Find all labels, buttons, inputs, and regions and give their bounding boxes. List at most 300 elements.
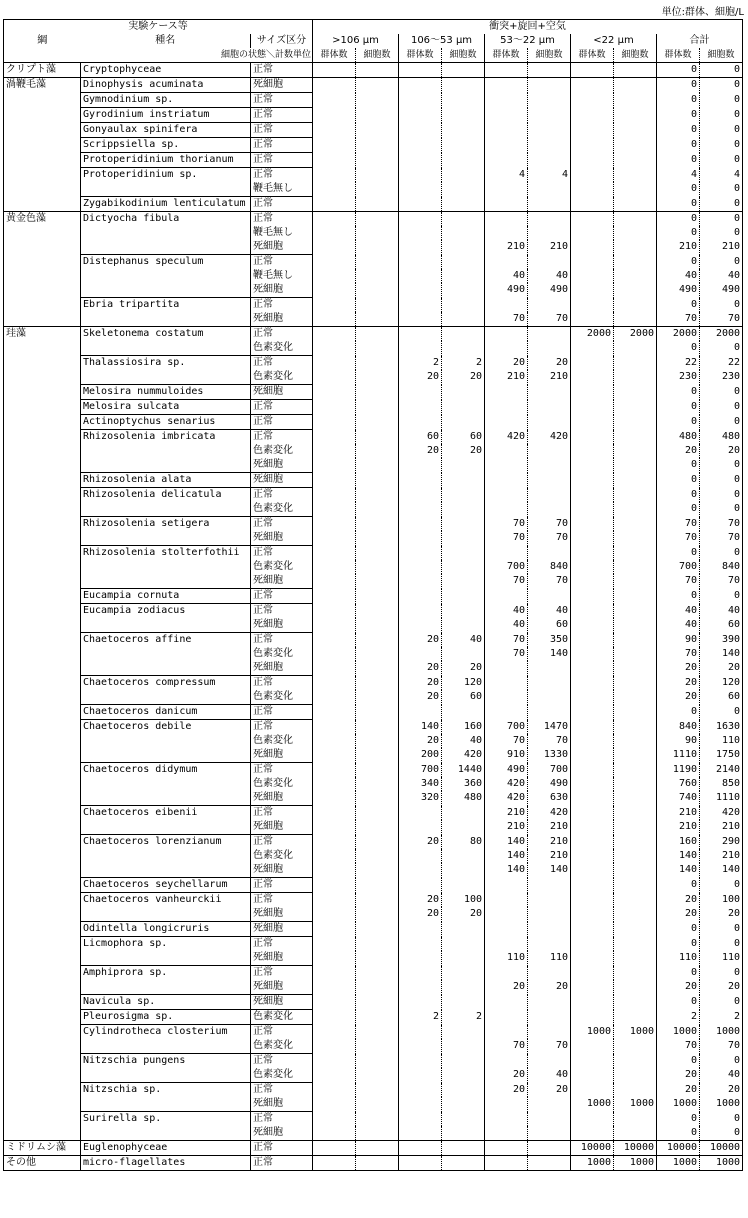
count-cell: 70 (657, 312, 700, 327)
class-name-cell (4, 560, 81, 574)
table-row (4, 444, 743, 458)
count-cell (399, 517, 442, 532)
count-cell (356, 240, 399, 255)
cell-state-cell: 正常 (251, 197, 313, 212)
count-cell (614, 197, 657, 212)
count-cell (571, 153, 614, 168)
count-cell (528, 1156, 571, 1171)
count-cell (399, 995, 442, 1010)
class-name-cell (4, 1039, 81, 1054)
count-cell (614, 255, 657, 270)
count-cell: 0 (657, 502, 700, 517)
species-name-cell: Nitzschia sp. (81, 1083, 251, 1098)
table-row (4, 763, 743, 778)
table-row (4, 1025, 743, 1040)
count-cell (399, 647, 442, 661)
table-row (4, 1083, 743, 1098)
table-row (4, 849, 743, 863)
count-cell (442, 123, 485, 138)
table-row (4, 878, 743, 893)
count-cell: 90 (657, 734, 700, 748)
count-cell: 0 (657, 63, 700, 78)
table-row (4, 1097, 743, 1112)
count-cell: 0 (657, 212, 700, 227)
count-cell (571, 63, 614, 78)
table-row (4, 589, 743, 604)
count-cell (356, 705, 399, 720)
count-cell (571, 690, 614, 705)
count-cell: 0 (700, 458, 743, 473)
table-row (4, 488, 743, 503)
count-cell: 210 (528, 835, 571, 850)
count-cell (528, 458, 571, 473)
species-name-cell (81, 1097, 251, 1112)
cell-state-cell: 死細胞 (251, 312, 313, 327)
count-cell (356, 863, 399, 878)
count-cell (442, 502, 485, 517)
count-cell (528, 690, 571, 705)
species-name-cell (81, 820, 251, 835)
species-name-cell: Dictyocha fibula (81, 212, 251, 227)
count-cell (399, 1039, 442, 1054)
cell-state-cell: 正常 (251, 123, 313, 138)
species-name-cell: Chaetoceros debile (81, 720, 251, 735)
count-cell (485, 1156, 528, 1171)
table-row (4, 560, 743, 574)
count-cell: 700 (485, 560, 528, 574)
count-cell: 20 (700, 980, 743, 995)
count-cell (571, 849, 614, 863)
count-cell (313, 1141, 356, 1156)
count-cell (485, 1010, 528, 1025)
count-cell (528, 1141, 571, 1156)
count-cell (442, 546, 485, 561)
cell-state-cell: 正常 (251, 488, 313, 503)
count-cell (399, 298, 442, 313)
count-cell: 70 (485, 633, 528, 648)
species-name-cell: Gonyaulax spinifera (81, 123, 251, 138)
count-cell: 1000 (614, 1156, 657, 1171)
count-cell: 1000 (657, 1025, 700, 1040)
count-cell (313, 1010, 356, 1025)
table-row (4, 298, 743, 313)
species-name-cell: Gyrodinium instriatum (81, 108, 251, 123)
cell-state-cell: 色素変化 (251, 734, 313, 748)
cell-state-cell: 色素変化 (251, 560, 313, 574)
count-cell (571, 531, 614, 546)
species-name-cell: Chaetoceros didymum (81, 763, 251, 778)
count-cell: 60 (442, 690, 485, 705)
count-cell (528, 1097, 571, 1112)
count-cell: 0 (657, 182, 700, 197)
table-row (4, 995, 743, 1010)
count-cell (356, 589, 399, 604)
species-name-cell: Licmophora sp. (81, 937, 251, 952)
count-cell (614, 430, 657, 445)
count-cell: 20 (399, 676, 442, 691)
count-cell (485, 878, 528, 893)
count-cell: 70 (528, 574, 571, 589)
species-name-cell: Chaetoceros vanheurckii (81, 893, 251, 908)
count-cell: 1000 (614, 1097, 657, 1112)
count-cell: 630 (528, 791, 571, 806)
count-cell (356, 473, 399, 488)
count-cell (614, 791, 657, 806)
count-cell (571, 835, 614, 850)
count-cell (356, 226, 399, 240)
count-cell (356, 893, 399, 908)
count-cell: 20 (399, 633, 442, 648)
count-cell (399, 283, 442, 298)
species-name-cell (81, 734, 251, 748)
cell-state-cell: 正常 (251, 604, 313, 619)
cell-state-cell: 死細胞 (251, 473, 313, 488)
table-body (4, 63, 743, 1171)
count-cell (313, 197, 356, 212)
count-cell (528, 705, 571, 720)
count-cell: 0 (657, 878, 700, 893)
count-cell (614, 444, 657, 458)
cell-state-cell: 鞭毛無し (251, 182, 313, 197)
species-name-cell (81, 791, 251, 806)
count-cell: 40 (657, 604, 700, 619)
count-cell (313, 517, 356, 532)
count-cell (528, 473, 571, 488)
species-name-cell (81, 907, 251, 922)
count-cell (528, 995, 571, 1010)
count-cell (313, 356, 356, 371)
count-cell (442, 560, 485, 574)
count-cell: 0 (657, 458, 700, 473)
count-cell (614, 1068, 657, 1083)
count-cell (614, 951, 657, 966)
count-cell (528, 63, 571, 78)
cell-state-cell: 正常 (251, 878, 313, 893)
count-cell: 140 (399, 720, 442, 735)
count-cell: 22 (657, 356, 700, 371)
count-cell (399, 1126, 442, 1141)
table-row (4, 356, 743, 371)
count-cell (614, 240, 657, 255)
count-cell: 2000 (700, 327, 743, 342)
class-name-cell (4, 966, 81, 981)
count-cell (313, 661, 356, 676)
count-cell (442, 1141, 485, 1156)
species-name-cell (81, 1039, 251, 1054)
count-cell: 80 (442, 835, 485, 850)
count-cell (313, 676, 356, 691)
count-cell (614, 966, 657, 981)
count-cell (442, 473, 485, 488)
count-cell (571, 1054, 614, 1069)
count-cell: 1440 (442, 763, 485, 778)
count-cell (313, 1068, 356, 1083)
count-cell (571, 197, 614, 212)
count-cell: 1190 (657, 763, 700, 778)
count-cell: 0 (657, 488, 700, 503)
count-cell (571, 1039, 614, 1054)
count-cell (571, 93, 614, 108)
count-cell (399, 269, 442, 283)
count-cell (485, 458, 528, 473)
count-cell: 4 (528, 168, 571, 183)
count-cell: 20 (399, 690, 442, 705)
count-cell (356, 212, 399, 227)
count-cell (614, 676, 657, 691)
count-cell (399, 93, 442, 108)
count-cell: 0 (657, 400, 700, 415)
class-name-cell: クリプト藻 (4, 63, 81, 78)
count-cell: 420 (700, 806, 743, 821)
count-cell (442, 298, 485, 313)
phytoplankton-count-table (3, 19, 743, 1171)
count-cell (614, 341, 657, 356)
count-cell: 0 (657, 108, 700, 123)
count-cell: 70 (657, 647, 700, 661)
count-cell (528, 502, 571, 517)
count-cell (313, 734, 356, 748)
class-name-cell (4, 647, 81, 661)
count-cell (399, 922, 442, 937)
class-name-cell (4, 1025, 81, 1040)
count-cell (313, 531, 356, 546)
count-cell: 20 (700, 1083, 743, 1098)
count-cell: 0 (657, 226, 700, 240)
species-name-cell: Zygabikodinium lenticulatum (81, 197, 251, 212)
count-cell (399, 863, 442, 878)
count-cell (571, 123, 614, 138)
count-cell: 40 (700, 1068, 743, 1083)
species-name-cell: Rhizosolenia delicatula (81, 488, 251, 503)
count-cell (442, 1025, 485, 1040)
count-cell: 160 (657, 835, 700, 850)
count-cell (614, 661, 657, 676)
count-cell: 40 (528, 269, 571, 283)
count-cell: 40 (657, 618, 700, 633)
count-cell: 0 (657, 123, 700, 138)
count-cell: 0 (700, 385, 743, 400)
count-cell (442, 1039, 485, 1054)
count-cell (356, 633, 399, 648)
cell-state-cell: 正常 (251, 1054, 313, 1069)
count-cell (356, 951, 399, 966)
count-cell: 4 (485, 168, 528, 183)
count-cell: 2 (399, 1010, 442, 1025)
species-name-cell (81, 312, 251, 327)
count-cell (356, 980, 399, 995)
species-name-cell: Chaetoceros affine (81, 633, 251, 648)
count-cell (614, 370, 657, 385)
count-cell: 210 (657, 820, 700, 835)
count-cell (571, 633, 614, 648)
count-cell (571, 1068, 614, 1083)
count-cell: 10000 (614, 1141, 657, 1156)
count-cell (528, 1112, 571, 1127)
count-cell (442, 226, 485, 240)
cell-state-cell: 色素変化 (251, 647, 313, 661)
count-cell: 10000 (657, 1141, 700, 1156)
species-name-cell: Thalassiosira sp. (81, 356, 251, 371)
class-name-cell (4, 995, 81, 1010)
count-cell: 20 (399, 835, 442, 850)
cell-state-cell: 死細胞 (251, 980, 313, 995)
count-cell (571, 618, 614, 633)
count-cell (614, 589, 657, 604)
count-cell (614, 893, 657, 908)
count-cell (313, 298, 356, 313)
table-row (4, 415, 743, 430)
table-row (4, 1039, 743, 1054)
species-name-cell: Scrippsiella sp. (81, 138, 251, 153)
cell-state-cell: 正常 (251, 138, 313, 153)
count-cell (571, 283, 614, 298)
count-cell (313, 835, 356, 850)
count-cell (399, 212, 442, 227)
class-name-cell (4, 661, 81, 676)
count-cell (313, 212, 356, 227)
count-cell (485, 922, 528, 937)
count-cell (614, 473, 657, 488)
count-cell: 230 (700, 370, 743, 385)
species-name-cell (81, 618, 251, 633)
count-cell: 0 (700, 182, 743, 197)
count-cell (571, 922, 614, 937)
count-cell: 70 (528, 517, 571, 532)
cell-state-cell: 死細胞 (251, 995, 313, 1010)
count-cell (485, 1141, 528, 1156)
count-cell: 490 (528, 283, 571, 298)
count-cell (485, 123, 528, 138)
count-cell: 90 (657, 633, 700, 648)
count-cell: 0 (700, 473, 743, 488)
count-cell: 140 (528, 863, 571, 878)
count-cell (356, 138, 399, 153)
count-cell (356, 531, 399, 546)
count-cell (442, 168, 485, 183)
count-cell (442, 212, 485, 227)
count-cell (313, 312, 356, 327)
class-name-cell (4, 255, 81, 270)
count-cell: 210 (700, 820, 743, 835)
cell-state-cell: 死細胞 (251, 531, 313, 546)
count-cell (356, 1083, 399, 1098)
class-name-cell (4, 400, 81, 415)
cell-state-cell: 正常 (251, 1156, 313, 1171)
count-cell: 210 (485, 240, 528, 255)
count-cell (399, 849, 442, 863)
table-row (4, 1156, 743, 1171)
count-cell (442, 1112, 485, 1127)
count-cell: 70 (485, 647, 528, 661)
count-cell: 0 (700, 488, 743, 503)
count-cell (485, 907, 528, 922)
count-cell (356, 878, 399, 893)
count-cell (528, 937, 571, 952)
count-cell (442, 341, 485, 356)
species-name-cell (81, 849, 251, 863)
count-cell: 1110 (657, 748, 700, 763)
count-cell (356, 560, 399, 574)
count-cell (485, 893, 528, 908)
class-name-cell (4, 356, 81, 371)
count-cell: 0 (657, 705, 700, 720)
count-cell: 70 (485, 312, 528, 327)
cell-state-cell: 正常 (251, 153, 313, 168)
count-cell: 1000 (571, 1025, 614, 1040)
count-cell (399, 1097, 442, 1112)
count-cell (313, 1112, 356, 1127)
count-cell (442, 922, 485, 937)
count-cell (485, 589, 528, 604)
count-cell (399, 705, 442, 720)
count-cell: 390 (700, 633, 743, 648)
count-cell (399, 966, 442, 981)
table-row (4, 400, 743, 415)
count-cell (356, 748, 399, 763)
count-cell: 70 (528, 1039, 571, 1054)
count-cell (614, 705, 657, 720)
species-name-cell: Nitzschia pungens (81, 1054, 251, 1069)
cell-state-cell: 正常 (251, 400, 313, 415)
count-cell (442, 1097, 485, 1112)
count-cell (399, 341, 442, 356)
species-name-cell (81, 560, 251, 574)
count-cell (571, 430, 614, 445)
count-cell: 840 (657, 720, 700, 735)
count-cell: 20 (528, 356, 571, 371)
count-cell (614, 1039, 657, 1054)
count-cell: 70 (657, 1039, 700, 1054)
species-name-cell: Rhizosolenia imbricata (81, 430, 251, 445)
count-cell (313, 93, 356, 108)
count-cell (399, 951, 442, 966)
count-cell: 480 (657, 430, 700, 445)
count-cell: 210 (657, 806, 700, 821)
count-cell: 1470 (528, 720, 571, 735)
count-cell (399, 806, 442, 821)
count-cell (528, 661, 571, 676)
count-cell (485, 255, 528, 270)
count-cell (614, 878, 657, 893)
count-cell (442, 820, 485, 835)
count-cell (356, 1068, 399, 1083)
count-cell: 70 (485, 531, 528, 546)
count-cell (313, 255, 356, 270)
class-name-cell (4, 734, 81, 748)
count-cell: 70 (700, 1039, 743, 1054)
class-header: 綱 (4, 34, 81, 48)
count-cell (356, 922, 399, 937)
class-name-cell: その他 (4, 1156, 81, 1171)
count-cell (614, 604, 657, 619)
count-cell: 490 (700, 283, 743, 298)
count-cell (614, 820, 657, 835)
table-row (4, 546, 743, 561)
size-class-label: 53〜22 μm (485, 34, 571, 48)
count-cell: 360 (442, 777, 485, 791)
species-name-cell (81, 748, 251, 763)
count-cell (313, 283, 356, 298)
species-name-cell: micro-flagellates (81, 1156, 251, 1171)
count-cell (485, 298, 528, 313)
class-name-cell (4, 820, 81, 835)
count-cell: 0 (657, 937, 700, 952)
table-row (4, 1141, 743, 1156)
class-name-cell (4, 226, 81, 240)
count-cell (571, 269, 614, 283)
class-name-cell: ミドリムシ藻 (4, 1141, 81, 1156)
count-cell (399, 546, 442, 561)
